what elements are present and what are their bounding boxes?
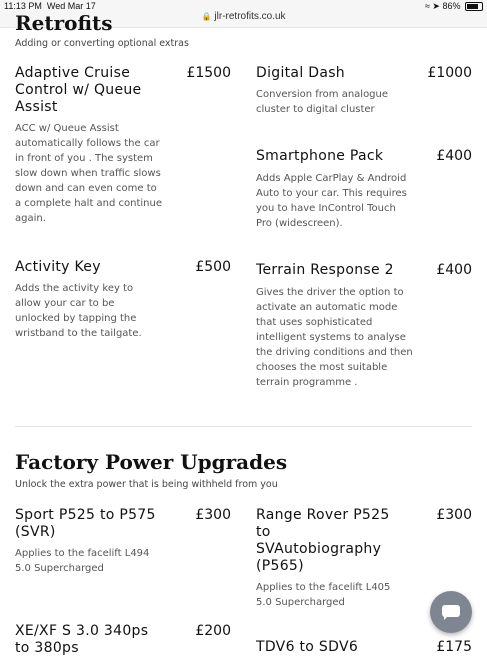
item-price: £1000 bbox=[427, 65, 472, 81]
status-icons bbox=[425, 1, 483, 12]
item-price: £500 bbox=[195, 259, 231, 275]
item-description: ACC w/ Queue Assist automatically follows the car in front of you . The system slow down when traffic slows down and can even come to a complete halt and continue again. bbox=[15, 123, 163, 224]
item-price: £200 bbox=[195, 623, 231, 639]
item-name: Sport P525 to P575 (SVR) bbox=[15, 507, 156, 540]
section-divider bbox=[15, 426, 472, 427]
battery-icon bbox=[465, 2, 483, 11]
url-text: jlr-retrofits.co.uk bbox=[214, 11, 286, 22]
item-name: Terrain Response 2 bbox=[256, 262, 394, 278]
item-name: Range Rover P525 to SVAutobiography (P565) bbox=[256, 507, 390, 574]
item-price: £300 bbox=[436, 507, 472, 523]
item-name: Smartphone Pack bbox=[256, 148, 384, 164]
item-description: Conversion from analogue cluster to digital cluster bbox=[256, 89, 389, 115]
factory-title: Factory Power Upgrades bbox=[15, 450, 288, 474]
factory-subtitle: Unlock the extra power that is being withheld from you bbox=[15, 479, 278, 490]
location-icon: ➤ bbox=[432, 1, 440, 11]
item-name: XE/XF S 3.0 340ps to 380ps bbox=[15, 623, 149, 656]
item-price: £400 bbox=[436, 148, 472, 164]
item-description: Gives the driver the option to activate an automatic mode that uses sophisticated intelligent systems to analyse the driving conditions and then chooses the most suitable terrain programme . bbox=[256, 287, 413, 388]
item-description: Applies to the facelift L494 5.0 Supercharged bbox=[15, 548, 150, 574]
battery-percent: 86% bbox=[442, 1, 461, 11]
retrofits-subtitle: Adding or converting optional extras bbox=[15, 38, 189, 49]
item-price: £400 bbox=[436, 262, 472, 278]
item-name: Adaptive Cruise Control w/ Queue Assist bbox=[15, 65, 142, 115]
item-description: Adds Apple CarPlay & Android Auto to your car. This requires you to have InControl Touch Pro (widescreen). bbox=[256, 173, 407, 229]
wifi-icon: ≈ bbox=[424, 1, 430, 11]
item-name: Digital Dash bbox=[256, 65, 345, 81]
item-name: Activity Key bbox=[15, 259, 101, 275]
chat-button[interactable] bbox=[430, 591, 472, 633]
chat-bubble-tail bbox=[444, 615, 449, 620]
item-price: £175 bbox=[436, 639, 472, 655]
item-price: £1500 bbox=[186, 65, 231, 81]
retrofits-title: Retrofits bbox=[15, 11, 113, 35]
item-description: Applies to the facelift L405 5.0 Supercharged bbox=[256, 582, 391, 608]
status-time: 11:13 PM Wed Mar 17 bbox=[4, 1, 96, 11]
item-description: Adds the activity key to allow your car to be unlocked by tapping the wristband to the tailgate. bbox=[15, 283, 142, 339]
item-price: £300 bbox=[195, 507, 231, 523]
item-name: TDV6 to SDV6 bbox=[256, 639, 359, 655]
battery-fill bbox=[467, 4, 478, 9]
lock-icon: 🔒 bbox=[201, 12, 212, 21]
